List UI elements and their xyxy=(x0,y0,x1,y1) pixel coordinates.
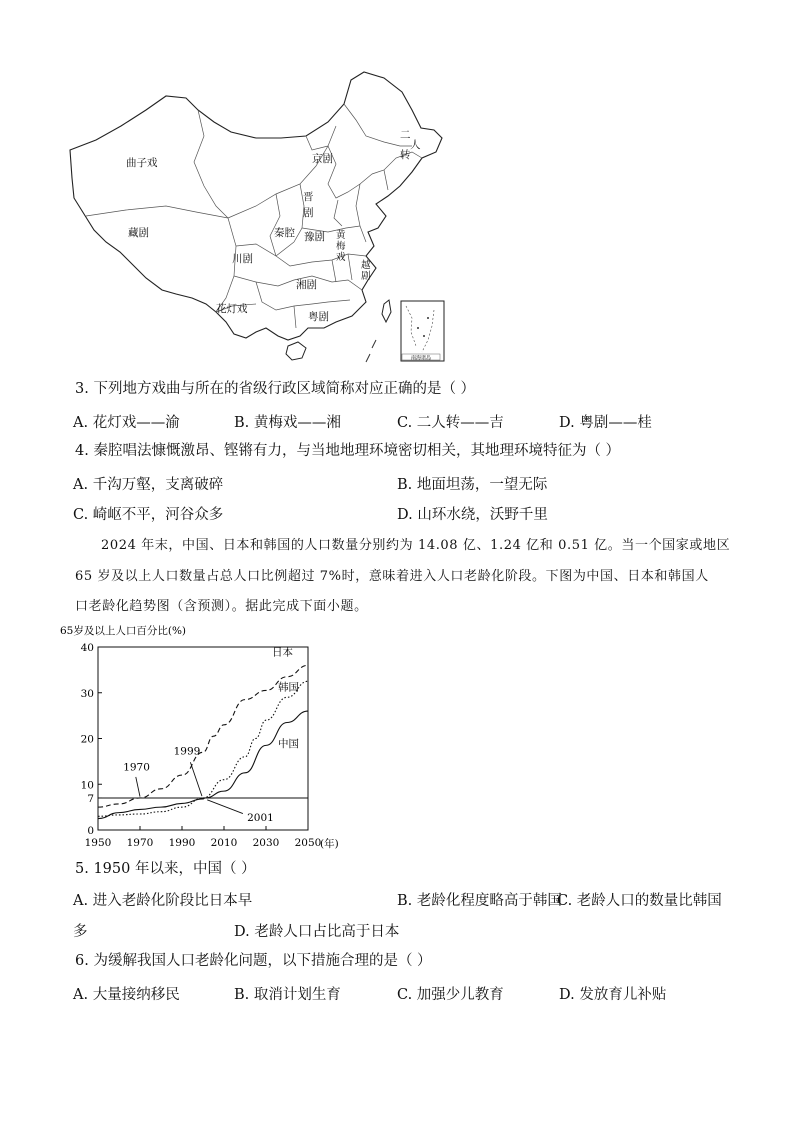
q6-option-a[interactable]: A. 大量接纳移民 xyxy=(73,987,180,1003)
label-jinju-1: 晋 xyxy=(303,191,314,203)
passage-line-3: 口老龄化趋势图（含预测）。据此完成下面小题。 xyxy=(75,599,368,614)
annotation-1970: 1970 xyxy=(123,761,150,774)
y-tick-label: 40 xyxy=(80,642,94,654)
series-label: 中国 xyxy=(278,738,299,751)
q4-option-d[interactable]: D. 山环水绕，沃野千里 xyxy=(397,507,548,523)
label-huangmeixi-2: 梅 xyxy=(336,241,346,252)
x-tick-label: 2010 xyxy=(210,837,238,849)
label-yueju-gd: 粤剧 xyxy=(308,311,329,323)
label-zangju: 藏剧 xyxy=(128,227,149,239)
q4-option-b[interactable]: B. 地面坦荡，一望无际 xyxy=(397,477,548,493)
annotation-1999-arrow xyxy=(190,762,202,796)
inset-label: 南海诸岛 xyxy=(410,355,432,362)
label-xiangju: 湘剧 xyxy=(296,279,317,291)
label-huangmeixi-3: 戏 xyxy=(336,252,346,263)
label-yuju: 豫剧 xyxy=(304,231,325,243)
q3-option-a[interactable]: A. 花灯戏——渝 xyxy=(73,415,180,431)
y-tick-label: 30 xyxy=(80,687,94,700)
q3-stem: 3. 下列地方戏曲与所在的省级行政区域简称对应正确的是（ ） xyxy=(75,381,476,397)
q6-stem: 6. 为缓解我国人口老龄化问题，以下措施合理的是（ ） xyxy=(75,953,432,969)
label-jinju-2: 剧 xyxy=(303,207,314,219)
q6-option-d[interactable]: D. 发放育儿补贴 xyxy=(559,987,667,1003)
q5-option-a[interactable]: A. 进入老龄化阶段比日本早 xyxy=(73,893,253,909)
q4-option-c[interactable]: C. 崎岖不平，河谷众多 xyxy=(73,507,224,523)
q3-option-b[interactable]: B. 黄梅戏——湘 xyxy=(234,415,341,431)
y-tick-label: 10 xyxy=(80,779,94,792)
x-tick-label: 1990 xyxy=(168,837,196,849)
aging-trend-chart xyxy=(56,620,356,852)
passage-line-2: 65 岁及以上人口数量占总人口比例超过 7%时，意味着进入人口老龄化阶段。下图为中国、日本和韩国人 xyxy=(75,569,709,584)
series-line-dashed xyxy=(98,665,308,807)
south-china-sea-inset xyxy=(401,301,444,362)
q4-stem: 4. 秦腔唱法慷慨激昂、铿锵有力，与当地地理环境密切相关，其地理环境特征为（ ） xyxy=(75,443,621,459)
x-tick-label: 1950 xyxy=(84,837,112,849)
taiwan-island xyxy=(382,300,391,322)
chart-plot-frame xyxy=(98,647,308,830)
label-yueju-zj-1: 越 xyxy=(361,260,371,271)
annotation-2001: 2001 xyxy=(247,811,274,824)
label-qinqiang: 秦腔 xyxy=(274,227,295,239)
label-chuanju: 川剧 xyxy=(232,253,253,265)
series-label: 日本 xyxy=(272,646,293,659)
q5-option-c-continued[interactable]: 多 xyxy=(73,924,88,940)
y-tick-label: 20 xyxy=(80,733,94,746)
q5-option-b[interactable]: B. 老龄化程度略高于韩国 xyxy=(397,893,562,909)
label-huangmeixi-1: 黄 xyxy=(336,230,346,241)
label-jingju: 京剧 xyxy=(312,153,333,165)
label-yueju-zj-2: 剧 xyxy=(361,271,371,282)
hainan-island xyxy=(286,342,306,360)
passage-line-1: 2024 年末，中国、日本和韩国的人口数量分别约为 14.08 亿、1.24 亿和 0.51 亿。当一个国家或地区 xyxy=(101,538,731,553)
x-tick-label: 1970 xyxy=(126,837,154,849)
q6-option-c[interactable]: C. 加强少儿教育 xyxy=(397,987,504,1003)
q5-option-d[interactable]: D. 老龄人口占比高于日本 xyxy=(234,924,400,940)
q5-option-c[interactable]: C. 老龄人口的数量比韩国 xyxy=(557,893,722,909)
label-errenzhuan-2: 人 xyxy=(410,139,421,151)
y-tick-label: 0 xyxy=(87,825,94,837)
q3-option-d[interactable]: D. 粤剧——桂 xyxy=(559,415,652,431)
series-label: 韩国 xyxy=(278,681,299,694)
series-line-dotted xyxy=(98,681,308,816)
q5-stem: 5. 1950 年以来，中国（ ） xyxy=(75,861,256,877)
y-tick-label: 7 xyxy=(87,792,94,805)
chart-y-axis-label: 65岁及以上人口百分比(%) xyxy=(60,625,187,637)
label-errenzhuan-3: 转 xyxy=(400,149,411,161)
label-quzixi: 曲子戏 xyxy=(126,157,158,169)
annotation-2001-arrow xyxy=(207,800,243,814)
x-tick-label: 2030 xyxy=(252,837,280,849)
island-marks xyxy=(366,340,376,362)
chart-x-axis-label: (年) xyxy=(320,838,339,850)
annotation-1999: 1999 xyxy=(173,745,201,758)
q3-option-c[interactable]: C. 二人转——吉 xyxy=(397,415,504,431)
china-opera-map xyxy=(66,66,451,366)
q4-option-a[interactable]: A. 千沟万壑，支离破碎 xyxy=(73,477,224,493)
q6-option-b[interactable]: B. 取消计划生育 xyxy=(234,987,341,1003)
label-huadengxi: 花灯戏 xyxy=(216,303,248,315)
label-errenzhuan-1: 二 xyxy=(400,129,411,141)
annotation-1970-arrow xyxy=(136,777,140,797)
x-tick-label: 2050 xyxy=(294,837,322,849)
